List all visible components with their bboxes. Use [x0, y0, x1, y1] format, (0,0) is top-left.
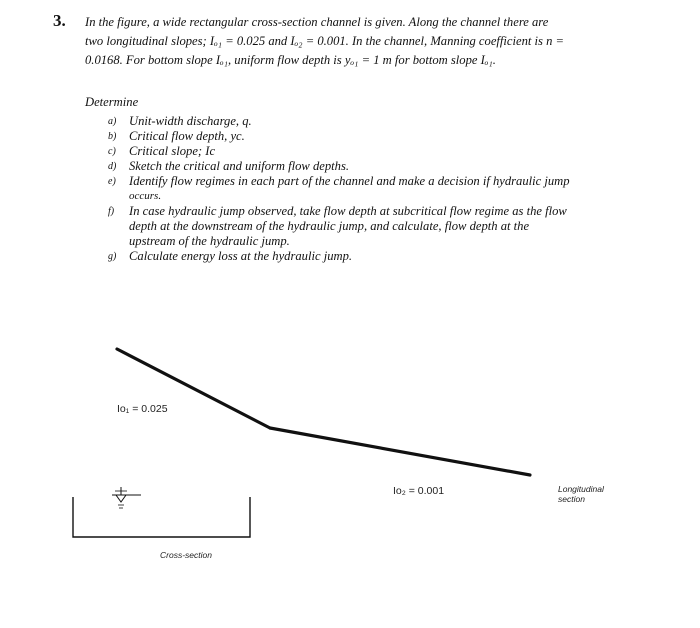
- item-text: Critical slope; Ic: [129, 144, 216, 158]
- item-text-continued: depth at the downstream of the hydraulic jump, and calculate, flow depth at the: [129, 219, 530, 233]
- item-marker: a): [108, 116, 117, 127]
- item-text: Critical flow depth, yc.: [129, 129, 245, 143]
- item-text: Calculate energy loss at the hydraulic jump.: [129, 249, 353, 263]
- item-text: In case hydraulic jump observed, take flow depth at subcritical flow regime as the flow: [129, 204, 567, 218]
- intro-line: 0.0168. For bottom slope Iₒ₁, uniform flow depth is yₒ₁ = 1 m for bottom slope Iₒ₁.: [85, 53, 496, 67]
- determine-heading: Determine: [85, 95, 139, 109]
- item-marker: f): [108, 206, 115, 217]
- intro-line: two longitudinal slopes; Iₒ₁ = 0.025 and Iₒ₂ = 0.001. In the channel, Manning coefficient is n =: [85, 34, 565, 48]
- longitudinal-section-label: [558, 484, 604, 504]
- item-text: Sketch the critical and uniform flow depths.: [129, 159, 350, 173]
- item-marker: d): [108, 161, 117, 172]
- item-text: Identify flow regimes in each part of the channel and make a decision if hydraulic jump: [129, 174, 570, 188]
- longitudinal-label-line: Longitudinal: [558, 484, 604, 494]
- cross-section-label: Cross-section: [160, 550, 212, 560]
- item-marker: e): [108, 176, 116, 187]
- slope1-label: Io₁ = 0.025: [117, 403, 168, 415]
- cross-section-channel: [73, 497, 250, 537]
- item-marker: g): [108, 251, 117, 262]
- item-text-continued: occurs.: [129, 190, 162, 202]
- steep-slope-line: [117, 349, 270, 428]
- item-text: Unit-width discharge, q.: [129, 114, 252, 128]
- item-text-continued: upstream of the hydraulic jump.: [129, 234, 290, 248]
- item-marker: c): [108, 146, 116, 157]
- question-number: 3.: [53, 11, 66, 30]
- longitudinal-label-line: section: [558, 494, 585, 504]
- item-marker: b): [108, 131, 117, 142]
- slope2-label: Io₂ = 0.001: [393, 485, 445, 497]
- water-level-triangle-icon: [112, 487, 141, 508]
- mild-slope-line: [270, 428, 530, 475]
- intro-line: In the figure, a wide rectangular cross-section channel is given. Along the channel there are: [85, 15, 549, 29]
